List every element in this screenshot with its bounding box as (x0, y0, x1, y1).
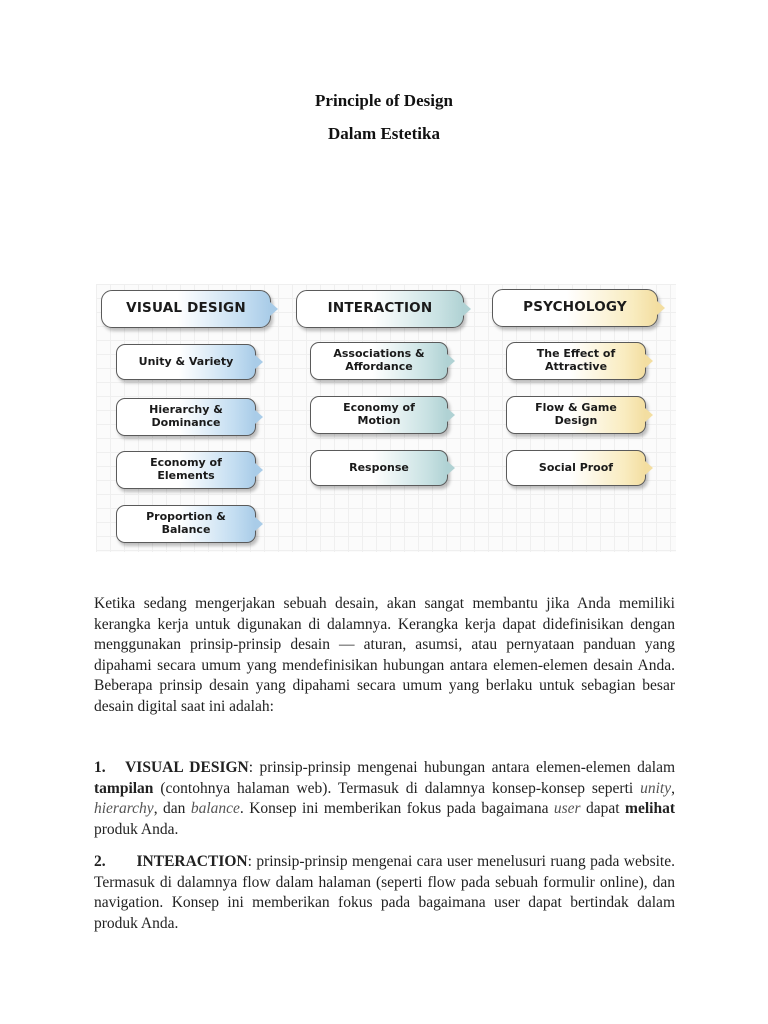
design-principles-diagram (96, 284, 676, 552)
point-interaction: 2. INTERACTION: prinsip-prinsip mengenai cara user menelusuri ruang pada website. Termasuk di dalamnya flow dalam halaman (seperti flow pada sebuah formulir online), dan navigation. Konsep ini memberikan fokus pada bagaimana user dapat bertindak dalam produk Anda. (94, 853, 675, 932)
item-social-proof: Social Proof (506, 450, 646, 486)
intro-paragraph: Ketika sedang mengerjakan sebuah desain, akan sangat membantu jika Anda memiliki kerangka kerja untuk digunakan di dalamnya. Kerangka kerja dapat didefinisikan dengan menggunakan prinsip-prinsip desain — aturan, asumsi, atau pernyataan panduan yang dipahami secara umum yang mendefinisikan hubungan antara elemen-elemen desain Anda. Beberapa prinsip desain yang dipahami secara umum yang berlaku untuk sebagian besar desain digital saat ini adalah: (94, 595, 675, 715)
item-unity-variety: Unity & Variety (116, 344, 256, 380)
item-flow-game-design: Flow & Game Design (506, 396, 646, 434)
page-title: Principle of Design (315, 91, 453, 110)
item-associations-affordance: Associations & Affordance (310, 342, 448, 380)
item-economy-of-elements: Economy of Elements (116, 451, 256, 489)
point-heading: VISUAL DESIGN (125, 759, 249, 776)
point-heading: INTERACTION (136, 853, 248, 870)
item-proportion-balance: Proportion & Balance (116, 505, 256, 543)
point-visual-design: 1. VISUAL DESIGN: prinsip-prinsip mengenai hubungan antara elemen-elemen dalam tampilan (contohnya halaman web). Termasuk di dalamnya konsep-konsep seperti unity, hierarchy, dan balance. Konsep ini memberikan fokus pada bagaimana user dapat melihat produk Anda. (94, 759, 676, 838)
heading-interaction: INTERACTION (296, 290, 464, 328)
item-effect-of-attractive: The Effect of Attractive (506, 342, 646, 380)
heading-visual-design: VISUAL DESIGN (101, 290, 271, 328)
item-economy-of-motion: Economy of Motion (310, 396, 448, 434)
item-hierarchy-dominance: Hierarchy & Dominance (116, 398, 256, 436)
page-subtitle: Dalam Estetika (328, 124, 440, 143)
item-response: Response (310, 450, 448, 486)
heading-psychology: PSYCHOLOGY (492, 289, 658, 327)
